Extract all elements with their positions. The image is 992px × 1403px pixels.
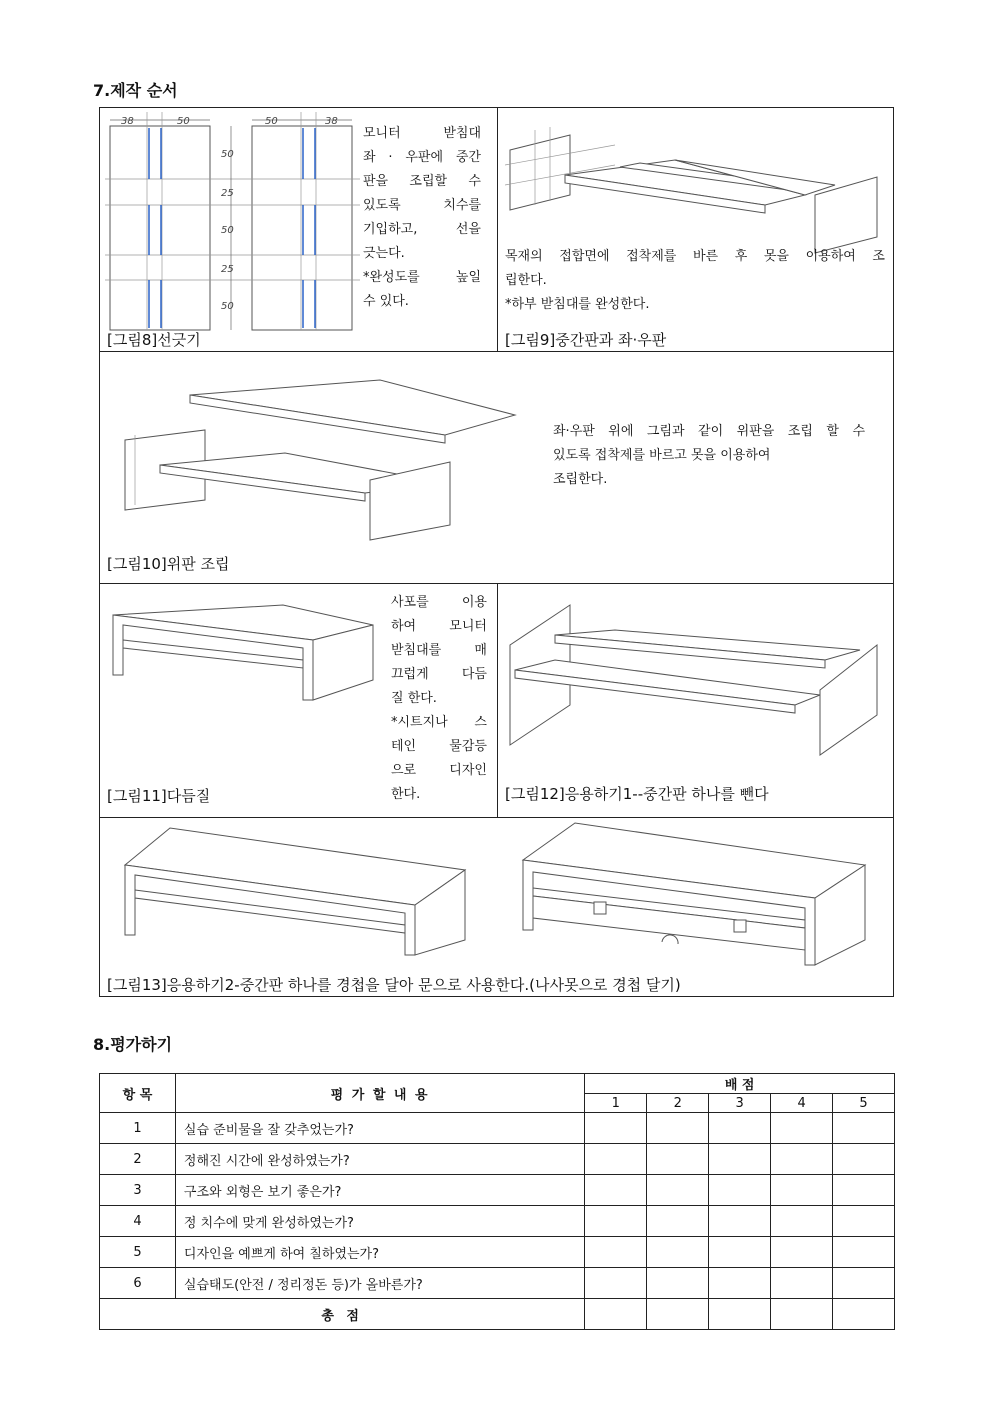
evaluation-table	[99, 1073, 895, 1330]
total-label: 총 점	[100, 1299, 585, 1330]
row-text: 실습태도(안전 / 정리정돈 등)가 올바른가?	[175, 1268, 584, 1299]
table-row	[100, 1113, 895, 1144]
fig8-text	[363, 122, 481, 314]
fig10-text	[553, 420, 865, 492]
score-cell[interactable]	[771, 1237, 833, 1268]
score-cell[interactable]	[647, 1237, 709, 1268]
row-text: 정해진 시간에 완성하였는가?	[175, 1144, 584, 1175]
score-cell[interactable]	[585, 1206, 647, 1237]
section8-title: 8.평가하기	[93, 1035, 173, 1054]
score-cell[interactable]	[585, 1268, 647, 1299]
dim-label: 50	[265, 116, 278, 127]
row-number: 6	[100, 1268, 176, 1299]
row-text: 디자인을 예쁘게 하여 칠하였는가?	[175, 1237, 584, 1268]
score-cell[interactable]	[709, 1113, 771, 1144]
fig9-text	[505, 245, 885, 317]
score-cell[interactable]	[647, 1175, 709, 1206]
row-text: 실습 준비물을 잘 갖추었는가?	[175, 1113, 584, 1144]
fig9-text-line: 립한다.	[505, 273, 547, 288]
row-number: 4	[100, 1206, 176, 1237]
fig8-text-line: *완성도를 높일	[363, 270, 481, 285]
fig11-text-line: 받침대를 매	[391, 643, 487, 658]
score-col-2: 2	[647, 1094, 709, 1113]
score-cell[interactable]	[585, 1175, 647, 1206]
fig8-text-line: 모니터 받침대	[363, 126, 481, 141]
row-number: 5	[100, 1237, 176, 1268]
dim-label: 50	[221, 149, 234, 160]
fig8-marking-drawing	[105, 112, 365, 332]
fig8-text-line: 기입하고, 선을	[363, 222, 481, 237]
header-item: 항 목	[100, 1074, 176, 1113]
score-col-1: 1	[585, 1094, 647, 1113]
section7-title: 7.제작 순서	[93, 81, 178, 100]
row-number: 1	[100, 1113, 176, 1144]
fig10-text-line: 좌·우판 위에 그림과 같이 위판을 조립 할 수	[553, 424, 865, 439]
score-cell[interactable]	[709, 1237, 771, 1268]
score-cell[interactable]	[771, 1206, 833, 1237]
score-cell[interactable]	[771, 1299, 833, 1330]
score-cell[interactable]	[585, 1237, 647, 1268]
fig8-text-line: 수 있다.	[363, 294, 409, 309]
score-cell[interactable]	[771, 1175, 833, 1206]
dim-label: 25	[221, 264, 234, 275]
fig9-text-line: 목재의 접합면에 접착제를 바른 후 못을 이용하여 조	[505, 249, 885, 264]
score-col-4: 4	[771, 1094, 833, 1113]
score-cell[interactable]	[585, 1113, 647, 1144]
fig10-top-board-drawing	[115, 375, 525, 515]
row-number: 2	[100, 1144, 176, 1175]
header-score: 배 점	[585, 1074, 895, 1094]
fig10-caption: [그림10]위판 조립	[107, 555, 230, 573]
dim-label: 38	[121, 116, 134, 127]
fig11-text-line: *시트지나 스	[391, 715, 487, 730]
fig12-caption: [그림12]응용하기1--중간판 하나를 뺀다	[505, 785, 769, 803]
fig8-caption: [그림8]선긋기	[107, 331, 201, 349]
fig8-text-line: 있도록 치수를	[363, 198, 481, 213]
fig13-stand-drawing	[120, 825, 470, 965]
row-number: 3	[100, 1175, 176, 1206]
fig8-text-line: 좌 · 우판에 중간	[363, 150, 481, 165]
score-cell[interactable]	[833, 1237, 895, 1268]
fig12-single-shelf-drawing	[505, 600, 885, 760]
score-cell[interactable]	[833, 1206, 895, 1237]
score-cell[interactable]	[709, 1175, 771, 1206]
total-row	[100, 1299, 895, 1330]
score-cell[interactable]	[833, 1268, 895, 1299]
fig11-text-line: 한다.	[391, 787, 421, 802]
fig11-text-line: 으로 디자인	[391, 763, 487, 778]
score-cell[interactable]	[647, 1206, 709, 1237]
score-cell[interactable]	[647, 1268, 709, 1299]
score-cell[interactable]	[585, 1144, 647, 1175]
fig9-caption: [그림9]중간판과 좌·우판	[505, 331, 667, 349]
fig9-assembly-drawing	[505, 125, 885, 245]
dim-label: 25	[221, 188, 234, 199]
score-col-5: 5	[833, 1094, 895, 1113]
score-cell[interactable]	[709, 1206, 771, 1237]
fig11-text	[391, 591, 487, 807]
fig11-text-line: 테인 물감등	[391, 739, 487, 754]
fig8-text-line: 긋는다.	[363, 246, 405, 261]
dim-label: 50	[221, 225, 234, 236]
fig10-text-line: 있도록 접착제를 바르고 못을 이용하여	[553, 448, 771, 463]
fig11-text-line: 질 한다.	[391, 691, 437, 706]
score-cell[interactable]	[771, 1113, 833, 1144]
header-content: 평 가 할 내 용	[175, 1074, 584, 1113]
score-cell[interactable]	[647, 1144, 709, 1175]
table-row	[100, 1206, 895, 1237]
score-cell[interactable]	[647, 1113, 709, 1144]
score-cell[interactable]	[771, 1268, 833, 1299]
score-cell[interactable]	[709, 1299, 771, 1330]
table-row	[100, 1144, 895, 1175]
dim-label: 50	[177, 116, 190, 127]
row-text: 정 치수에 맞게 완성하였는가?	[175, 1206, 584, 1237]
fig13-door-drawing	[520, 820, 870, 970]
fig10-text-line: 조립한다.	[553, 472, 608, 487]
fig11-text-line: 하여 모니터	[391, 619, 487, 634]
row-text: 구조와 외형은 보기 좋은가?	[175, 1175, 584, 1206]
score-cell[interactable]	[647, 1299, 709, 1330]
score-col-3: 3	[709, 1094, 771, 1113]
fig8-text-line: 판을 조립할 수	[363, 174, 481, 189]
dim-label: 38	[325, 116, 338, 127]
score-cell[interactable]	[709, 1144, 771, 1175]
score-cell[interactable]	[833, 1175, 895, 1206]
table-row	[100, 1237, 895, 1268]
fig11-text-line: 끄럽게 다듬	[391, 667, 487, 682]
score-cell[interactable]	[585, 1299, 647, 1330]
fig11-text-line: 사포를 이용	[391, 595, 487, 610]
table-row	[100, 1175, 895, 1206]
table-row	[100, 1268, 895, 1299]
dim-label: 50	[221, 301, 234, 312]
score-cell[interactable]	[771, 1144, 833, 1175]
fig13-caption: [그림13]응용하기2-중간판 하나를 경첩을 달아 문으로 사용한다.(나사못으로 경첩 달기)	[107, 976, 681, 994]
score-cell[interactable]	[833, 1144, 895, 1175]
fig11-finished-stand-drawing	[108, 600, 388, 710]
fig11-caption: [그림11]다듬질	[107, 787, 211, 805]
score-cell[interactable]	[833, 1299, 895, 1330]
fig9-text-line: *하부 받침대를 완성한다.	[505, 297, 650, 312]
score-cell[interactable]	[833, 1113, 895, 1144]
score-cell[interactable]	[709, 1268, 771, 1299]
